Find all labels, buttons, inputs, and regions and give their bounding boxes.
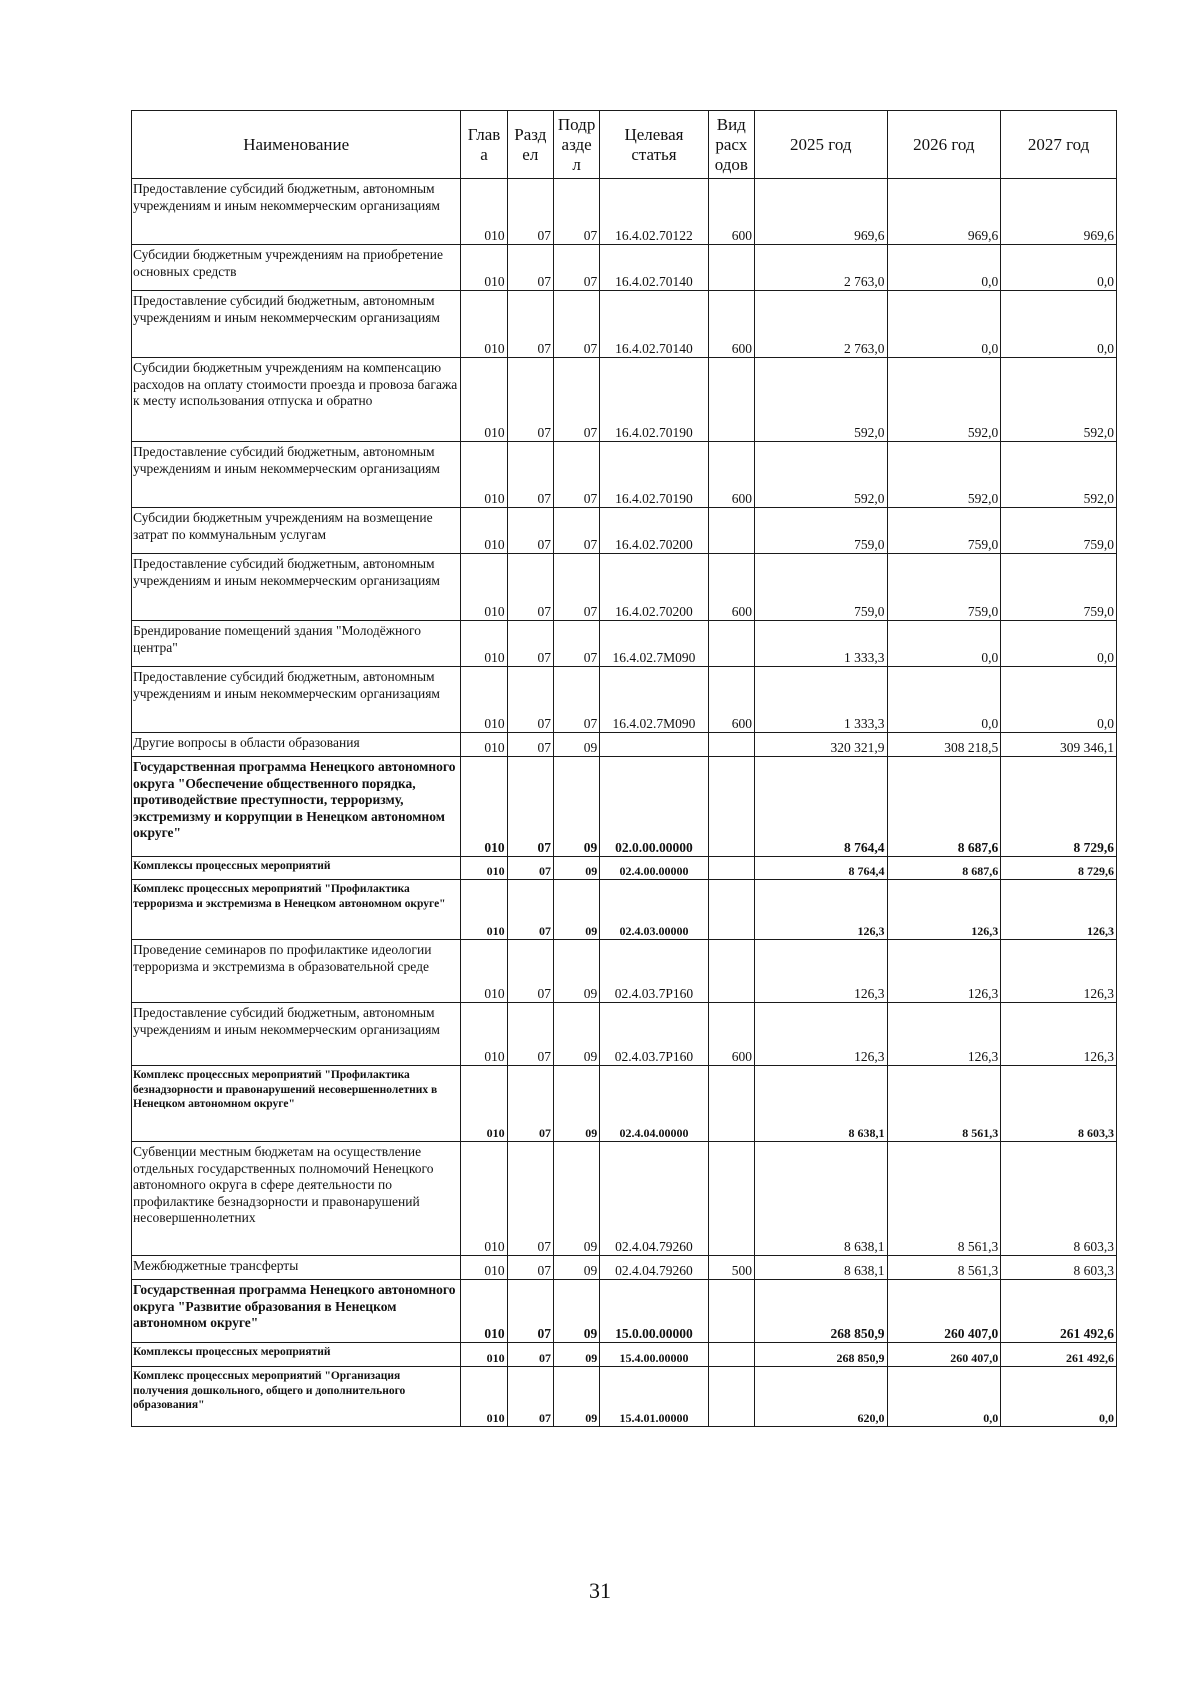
- cell-name: Субсидии бюджетным учреждениям на приобретение основных средств: [132, 245, 461, 291]
- cell-vid: [708, 940, 754, 1003]
- cell-y2025: 8 638,1: [754, 1256, 887, 1280]
- cell-vid: [708, 1367, 754, 1427]
- cell-razdel: 07: [507, 508, 553, 554]
- header-2025: 2025 год: [754, 111, 887, 179]
- cell-y2026: 8 561,3: [887, 1066, 1001, 1142]
- cell-glava: 010: [461, 1066, 507, 1142]
- cell-vid: [708, 757, 754, 857]
- cell-target: 16.4.02.7М090: [600, 667, 708, 733]
- cell-vid: 600: [708, 442, 754, 508]
- cell-target: 16.4.02.70140: [600, 245, 708, 291]
- cell-vid: 500: [708, 1256, 754, 1280]
- cell-y2027: 0,0: [1001, 1367, 1117, 1427]
- cell-y2025: 592,0: [754, 358, 887, 442]
- cell-y2025: 1 333,3: [754, 621, 887, 667]
- cell-razdel: 07: [507, 733, 553, 757]
- cell-vid: [708, 508, 754, 554]
- cell-name: Государственная программа Ненецкого автономного округа "Обеспечение общественного порядка, противодействие преступности, терроризму, экстремизму и коррупции в Ненецком автономном округе": [132, 757, 461, 857]
- cell-razdel: 07: [507, 1367, 553, 1427]
- cell-razdel: 07: [507, 1343, 553, 1367]
- cell-y2027: 0,0: [1001, 667, 1117, 733]
- cell-target: 16.4.02.70122: [600, 179, 708, 245]
- cell-y2025: 268 850,9: [754, 1343, 887, 1367]
- header-razdel: Разд ел: [507, 111, 553, 179]
- cell-y2026: 969,6: [887, 179, 1001, 245]
- cell-y2025: 126,3: [754, 880, 887, 940]
- cell-y2026: 126,3: [887, 940, 1001, 1003]
- cell-name: Субсидии бюджетным учреждениям на возмещение затрат по коммунальным услугам: [132, 508, 461, 554]
- cell-y2027: 261 492,6: [1001, 1343, 1117, 1367]
- cell-vid: [708, 880, 754, 940]
- cell-name: Проведение семинаров по профилактике идеологии терроризма и экстремизма в образовательной среде: [132, 940, 461, 1003]
- cell-y2025: 8 764,4: [754, 857, 887, 880]
- cell-y2027: 759,0: [1001, 508, 1117, 554]
- cell-glava: 010: [461, 358, 507, 442]
- cell-y2027: 759,0: [1001, 554, 1117, 621]
- cell-y2026: 260 407,0: [887, 1343, 1001, 1367]
- table-row: [132, 245, 1117, 291]
- cell-podrazdel: 07: [553, 291, 599, 358]
- cell-name: Предоставление субсидий бюджетным, автономным учреждениям и иным некоммерческим организациям: [132, 442, 461, 508]
- table-row: [132, 508, 1117, 554]
- cell-name: Субвенции местным бюджетам на осуществление отдельных государственных полномочий Ненецкого автономного округа в сфере деятельности по профилактике безнадзорности и правонарушений несовершеннолетних: [132, 1142, 461, 1256]
- cell-razdel: 07: [507, 757, 553, 857]
- cell-y2025: 592,0: [754, 442, 887, 508]
- table-row: [132, 1066, 1117, 1142]
- cell-y2027: 592,0: [1001, 442, 1117, 508]
- cell-vid: 600: [708, 554, 754, 621]
- cell-podrazdel: 07: [553, 667, 599, 733]
- cell-y2025: 268 850,9: [754, 1280, 887, 1343]
- cell-glava: 010: [461, 667, 507, 733]
- cell-glava: 010: [461, 1280, 507, 1343]
- header-vid: Вид расх одов: [708, 111, 754, 179]
- cell-target: 16.4.02.7М090: [600, 621, 708, 667]
- table-row: [132, 1142, 1117, 1256]
- cell-vid: 600: [708, 179, 754, 245]
- cell-y2026: 759,0: [887, 508, 1001, 554]
- table-body: [132, 179, 1117, 1427]
- table-header-row: [132, 111, 1117, 179]
- header-glava: Глав а: [461, 111, 507, 179]
- cell-y2025: 969,6: [754, 179, 887, 245]
- cell-vid: [708, 733, 754, 757]
- cell-y2026: 126,3: [887, 880, 1001, 940]
- table-row: [132, 1343, 1117, 1367]
- cell-podrazdel: 09: [553, 1343, 599, 1367]
- cell-glava: 010: [461, 179, 507, 245]
- cell-podrazdel: 09: [553, 1066, 599, 1142]
- cell-glava: 010: [461, 857, 507, 880]
- cell-y2027: 8 729,6: [1001, 757, 1117, 857]
- cell-y2025: 2 763,0: [754, 245, 887, 291]
- cell-y2027: 0,0: [1001, 291, 1117, 358]
- cell-y2026: 8 687,6: [887, 857, 1001, 880]
- cell-glava: 010: [461, 1256, 507, 1280]
- cell-glava: 010: [461, 621, 507, 667]
- cell-glava: 010: [461, 733, 507, 757]
- cell-glava: 010: [461, 1367, 507, 1427]
- cell-podrazdel: 09: [553, 880, 599, 940]
- cell-target: 16.4.02.70200: [600, 554, 708, 621]
- cell-target: 15.0.00.00000: [600, 1280, 708, 1343]
- cell-y2026: 8 687,6: [887, 757, 1001, 857]
- cell-glava: 010: [461, 291, 507, 358]
- cell-target: 16.4.02.70200: [600, 508, 708, 554]
- cell-y2026: 8 561,3: [887, 1256, 1001, 1280]
- cell-y2027: 126,3: [1001, 880, 1117, 940]
- cell-podrazdel: 09: [553, 1142, 599, 1256]
- cell-name: Предоставление субсидий бюджетным, автономным учреждениям и иным некоммерческим организациям: [132, 554, 461, 621]
- cell-vid: [708, 857, 754, 880]
- cell-y2025: 320 321,9: [754, 733, 887, 757]
- table-row: [132, 857, 1117, 880]
- cell-target: 15.4.01.00000: [600, 1367, 708, 1427]
- cell-y2026: 0,0: [887, 291, 1001, 358]
- cell-y2026: 0,0: [887, 621, 1001, 667]
- cell-target: 15.4.00.00000: [600, 1343, 708, 1367]
- cell-y2025: 126,3: [754, 940, 887, 1003]
- cell-y2027: 126,3: [1001, 1003, 1117, 1066]
- cell-podrazdel: 09: [553, 1280, 599, 1343]
- cell-target: 02.4.04.00000: [600, 1066, 708, 1142]
- cell-target: 02.4.04.79260: [600, 1142, 708, 1256]
- table-row: [132, 358, 1117, 442]
- cell-y2026: 0,0: [887, 245, 1001, 291]
- table-row: [132, 880, 1117, 940]
- cell-razdel: 07: [507, 1066, 553, 1142]
- cell-y2027: 8 729,6: [1001, 857, 1117, 880]
- cell-podrazdel: 09: [553, 733, 599, 757]
- cell-vid: 600: [708, 667, 754, 733]
- cell-y2026: 592,0: [887, 358, 1001, 442]
- table-row: [132, 1367, 1117, 1427]
- cell-vid: [708, 1066, 754, 1142]
- cell-vid: 600: [708, 1003, 754, 1066]
- cell-name: Субсидии бюджетным учреждениям на компенсацию расходов на оплату стоимости проезда и провоза багажа к месту использования отпуска и обратно: [132, 358, 461, 442]
- cell-podrazdel: 09: [553, 1256, 599, 1280]
- cell-vid: 600: [708, 291, 754, 358]
- cell-y2027: 8 603,3: [1001, 1142, 1117, 1256]
- cell-glava: 010: [461, 757, 507, 857]
- table-row: [132, 733, 1117, 757]
- table-row: [132, 940, 1117, 1003]
- cell-glava: 010: [461, 442, 507, 508]
- cell-razdel: 07: [507, 667, 553, 733]
- cell-y2027: 0,0: [1001, 245, 1117, 291]
- table-row: [132, 291, 1117, 358]
- cell-name: Предоставление субсидий бюджетным, автономным учреждениям и иным некоммерческим организациям: [132, 1003, 461, 1066]
- cell-podrazdel: 07: [553, 245, 599, 291]
- cell-target: 02.0.00.00000: [600, 757, 708, 857]
- cell-podrazdel: 09: [553, 757, 599, 857]
- cell-vid: [708, 1142, 754, 1256]
- cell-name: Комплекс процессных мероприятий "Профилактика терроризма и экстремизма в Ненецком автономном округе": [132, 880, 461, 940]
- cell-vid: [708, 245, 754, 291]
- cell-name: Другие вопросы в области образования: [132, 733, 461, 757]
- header-target: Целевая статья: [600, 111, 708, 179]
- cell-glava: 010: [461, 880, 507, 940]
- cell-razdel: 07: [507, 179, 553, 245]
- table-row: [132, 1003, 1117, 1066]
- cell-glava: 010: [461, 1003, 507, 1066]
- cell-razdel: 07: [507, 1256, 553, 1280]
- cell-vid: [708, 621, 754, 667]
- cell-y2026: 260 407,0: [887, 1280, 1001, 1343]
- cell-target: 02.4.03.7Р160: [600, 1003, 708, 1066]
- cell-y2025: 620,0: [754, 1367, 887, 1427]
- cell-podrazdel: 07: [553, 179, 599, 245]
- table-row: [132, 621, 1117, 667]
- cell-target: 16.4.02.70190: [600, 442, 708, 508]
- cell-target: 02.4.03.7Р160: [600, 940, 708, 1003]
- cell-razdel: 07: [507, 245, 553, 291]
- cell-y2027: 0,0: [1001, 621, 1117, 667]
- cell-target: 02.4.04.79260: [600, 1256, 708, 1280]
- cell-y2027: 592,0: [1001, 358, 1117, 442]
- cell-y2026: 0,0: [887, 1367, 1001, 1427]
- cell-y2027: 126,3: [1001, 940, 1117, 1003]
- cell-vid: [708, 1280, 754, 1343]
- cell-razdel: 07: [507, 857, 553, 880]
- cell-razdel: 07: [507, 880, 553, 940]
- cell-razdel: 07: [507, 358, 553, 442]
- cell-name: Комплекс процессных мероприятий "Профилактика безнадзорности и правонарушений несовершеннолетних в Ненецком автономном округе": [132, 1066, 461, 1142]
- cell-razdel: 07: [507, 1003, 553, 1066]
- cell-target: 02.4.00.00000: [600, 857, 708, 880]
- header-2027: 2027 год: [1001, 111, 1117, 179]
- cell-y2025: 8 638,1: [754, 1142, 887, 1256]
- cell-y2026: 126,3: [887, 1003, 1001, 1066]
- table-row: [132, 1256, 1117, 1280]
- cell-y2026: 759,0: [887, 554, 1001, 621]
- cell-y2025: 8 764,4: [754, 757, 887, 857]
- cell-y2025: 759,0: [754, 554, 887, 621]
- table-row: [132, 554, 1117, 621]
- cell-name: Государственная программа Ненецкого автономного округа "Развитие образования в Ненецком автономном округе": [132, 1280, 461, 1343]
- cell-podrazdel: 09: [553, 857, 599, 880]
- cell-name: Предоставление субсидий бюджетным, автономным учреждениям и иным некоммерческим организациям: [132, 667, 461, 733]
- cell-y2025: 2 763,0: [754, 291, 887, 358]
- cell-y2026: 0,0: [887, 667, 1001, 733]
- cell-podrazdel: 07: [553, 621, 599, 667]
- table-row: [132, 442, 1117, 508]
- page-number: 31: [589, 1578, 611, 1603]
- cell-y2025: 759,0: [754, 508, 887, 554]
- cell-target: [600, 733, 708, 757]
- cell-name: Предоставление субсидий бюджетным, автономным учреждениям и иным некоммерческим организациям: [132, 179, 461, 245]
- cell-razdel: 07: [507, 1142, 553, 1256]
- cell-podrazdel: 07: [553, 358, 599, 442]
- cell-razdel: 07: [507, 442, 553, 508]
- table-row: [132, 1280, 1117, 1343]
- cell-glava: 010: [461, 940, 507, 1003]
- cell-name: Комплексы процессных мероприятий: [132, 857, 461, 880]
- cell-glava: 010: [461, 508, 507, 554]
- header-podrazdel: Подр азде л: [553, 111, 599, 179]
- cell-target: 16.4.02.70140: [600, 291, 708, 358]
- cell-podrazdel: 07: [553, 554, 599, 621]
- cell-y2027: 8 603,3: [1001, 1256, 1117, 1280]
- cell-y2027: 309 346,1: [1001, 733, 1117, 757]
- cell-y2026: 592,0: [887, 442, 1001, 508]
- cell-target: 16.4.02.70190: [600, 358, 708, 442]
- cell-podrazdel: 09: [553, 1367, 599, 1427]
- cell-y2025: 8 638,1: [754, 1066, 887, 1142]
- cell-razdel: 07: [507, 621, 553, 667]
- cell-vid: [708, 358, 754, 442]
- cell-y2027: 8 603,3: [1001, 1066, 1117, 1142]
- header-name: Наименование: [132, 111, 461, 179]
- budget-table: [131, 110, 1117, 1427]
- table-row: [132, 179, 1117, 245]
- cell-name: Предоставление субсидий бюджетным, автономным учреждениям и иным некоммерческим организациям: [132, 291, 461, 358]
- cell-podrazdel: 09: [553, 940, 599, 1003]
- cell-y2027: 969,6: [1001, 179, 1117, 245]
- cell-y2026: 308 218,5: [887, 733, 1001, 757]
- cell-y2026: 8 561,3: [887, 1142, 1001, 1256]
- cell-glava: 010: [461, 245, 507, 291]
- cell-podrazdel: 07: [553, 442, 599, 508]
- cell-razdel: 07: [507, 291, 553, 358]
- cell-y2025: 126,3: [754, 1003, 887, 1066]
- table-row: [132, 757, 1117, 857]
- cell-glava: 010: [461, 1343, 507, 1367]
- cell-razdel: 07: [507, 1280, 553, 1343]
- cell-glava: 010: [461, 1142, 507, 1256]
- cell-target: 02.4.03.00000: [600, 880, 708, 940]
- header-2026: 2026 год: [887, 111, 1001, 179]
- cell-podrazdel: 09: [553, 1003, 599, 1066]
- cell-name: Комплексы процессных мероприятий: [132, 1343, 461, 1367]
- cell-name: Брендирование помещений здания "Молодёжного центра": [132, 621, 461, 667]
- cell-name: Межбюджетные трансферты: [132, 1256, 461, 1280]
- cell-name: Комплекс процессных мероприятий "Организация получения дошкольного, общего и дополнительного образования": [132, 1367, 461, 1427]
- cell-podrazdel: 07: [553, 508, 599, 554]
- cell-glava: 010: [461, 554, 507, 621]
- cell-razdel: 07: [507, 554, 553, 621]
- cell-y2025: 1 333,3: [754, 667, 887, 733]
- cell-vid: [708, 1343, 754, 1367]
- table-row: [132, 667, 1117, 733]
- cell-razdel: 07: [507, 940, 553, 1003]
- cell-y2027: 261 492,6: [1001, 1280, 1117, 1343]
